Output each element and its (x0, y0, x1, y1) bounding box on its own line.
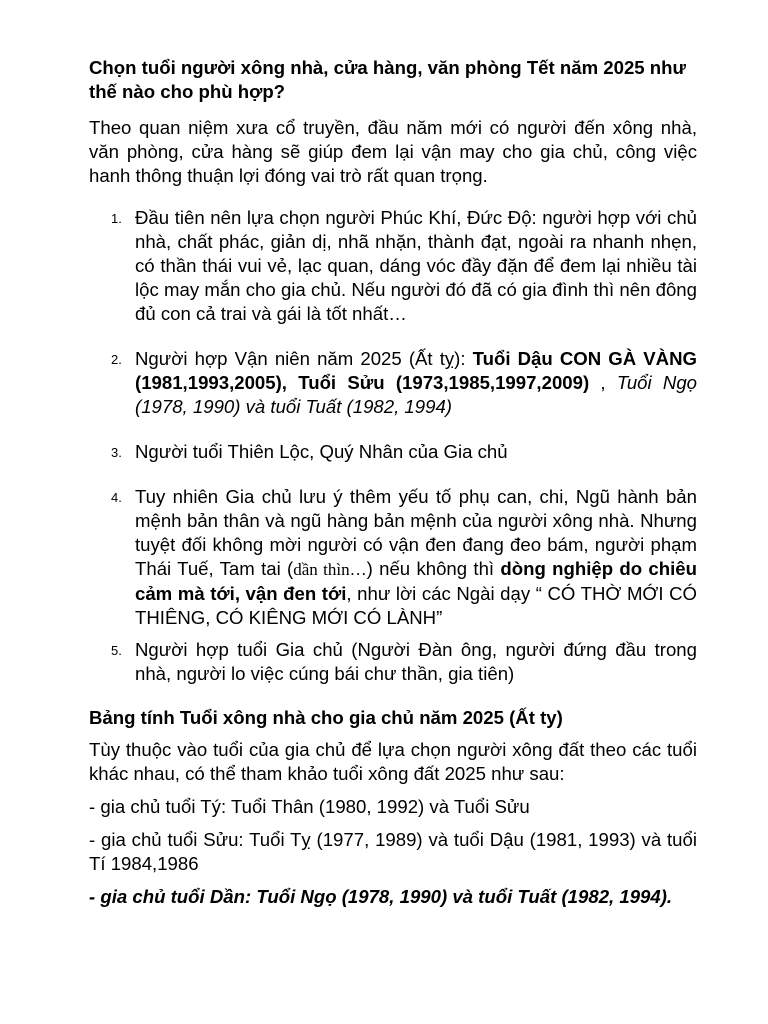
list-item-bold-text: Tuổi Dậu CON GÀ VÀNG (1981,1993,2005), Tuổi Sửu (1973,1985,1997,2009) (135, 348, 697, 393)
list-item-text: Người hợp tuổi Gia chủ (Người Đàn ông, người đứng đầu trong nhà, người lo việc cúng bái chư thần, gia tiên) (135, 639, 697, 684)
list-number: 1. (111, 211, 122, 226)
list-item (89, 206, 697, 326)
list-item-serif-text: dần thìn… (293, 560, 367, 579)
list-item-text: Người tuổi Thiên Lộc, Quý Nhân của Gia chủ (135, 441, 508, 462)
list-item-bold-text: dòng nghiệp do chiêu cảm mà tới, vận đen tới (135, 558, 697, 604)
section-heading: Bảng tính Tuổi xông nhà cho gia chủ năm 2025 (Ất ty) (89, 707, 563, 728)
list-number: 5. (111, 643, 122, 658)
list-item-text: , (589, 372, 617, 393)
section-paragraph: Tùy thuộc vào tuổi của gia chủ để lựa chọn người xông đất theo các tuổi khác nhau, có thể tham khảo tuổi xông đất 2025 như sau: (89, 739, 697, 784)
age-line-emphasis: - gia chủ tuổi Dần: Tuổi Ngọ (1978, 1990) và tuổi Tuất (1982, 1994). (89, 886, 673, 907)
list-item-text: Tuy nhiên Gia chủ lưu ý thêm yếu tố phụ can, chi, Ngũ hành bản mệnh bản thân và ngũ hàng bản mệnh của người xông nhà. Nhưng tuyệt đối không mời người có vận đen đang đeo bám, người phạm Thái Tuế, Tam tai ( (135, 486, 697, 579)
list-number: 3. (111, 445, 122, 460)
list-item-text: , như lời các Ngài dạy “ CÓ THỜ MỚI CÓ THIÊNG, CÓ KIÊNG MỚI CÓ LÀNH” (135, 583, 698, 628)
document-page (89, 56, 697, 918)
age-line: - gia chủ tuổi Sửu: Tuổi Tỵ (1977, 1989) và tuổi Dậu (1981, 1993) và tuổi Tí 1984,1986 (89, 829, 697, 874)
document-title: Chọn tuổi người xông nhà, cửa hàng, văn phòng Tết năm 2025 như thế nào cho phù hợp? (89, 57, 686, 102)
list-item-text: Người hợp Vận niên năm 2025 (Ất tỵ): (135, 348, 473, 369)
list-number: 2. (111, 352, 122, 367)
list-item (89, 485, 697, 630)
list-item (89, 440, 697, 464)
list-item-text: Đầu tiên nên lựa chọn người Phúc Khí, Đức Độ: người hợp với chủ nhà, chất phác, giản dị, nhã nhặn, thành đạt, ngoài ra nhanh nhẹn, có thần thái vui vẻ, lạc quan, dáng vóc đầy đặn để đem lại nhiều tài lộc may mắn cho gia chủ. Nếu người đó đã có gia đình thì nên đông đủ con cả trai và gái là tốt nhất… (135, 207, 697, 324)
list-number: 4. (111, 490, 122, 505)
list-item-italic-text: Tuổi Ngọ (1978, 1990) và tuổi Tuất (1982, 1994) (135, 372, 697, 417)
list-item (89, 638, 697, 686)
numbered-list (89, 206, 697, 686)
intro-paragraph: Theo quan niệm xưa cổ truyền, đầu năm mới có người đến xông nhà, văn phòng, cửa hàng sẽ giúp đem lại vận may cho gia chủ, công việc hanh thông thuận lợi đóng vai trò rất quan trọng. (89, 117, 697, 186)
list-item (89, 347, 697, 419)
list-item-text: ) nếu không thì (366, 558, 501, 579)
age-line: - gia chủ tuổi Tý: Tuổi Thân (1980, 1992) và Tuổi Sửu (89, 796, 530, 817)
